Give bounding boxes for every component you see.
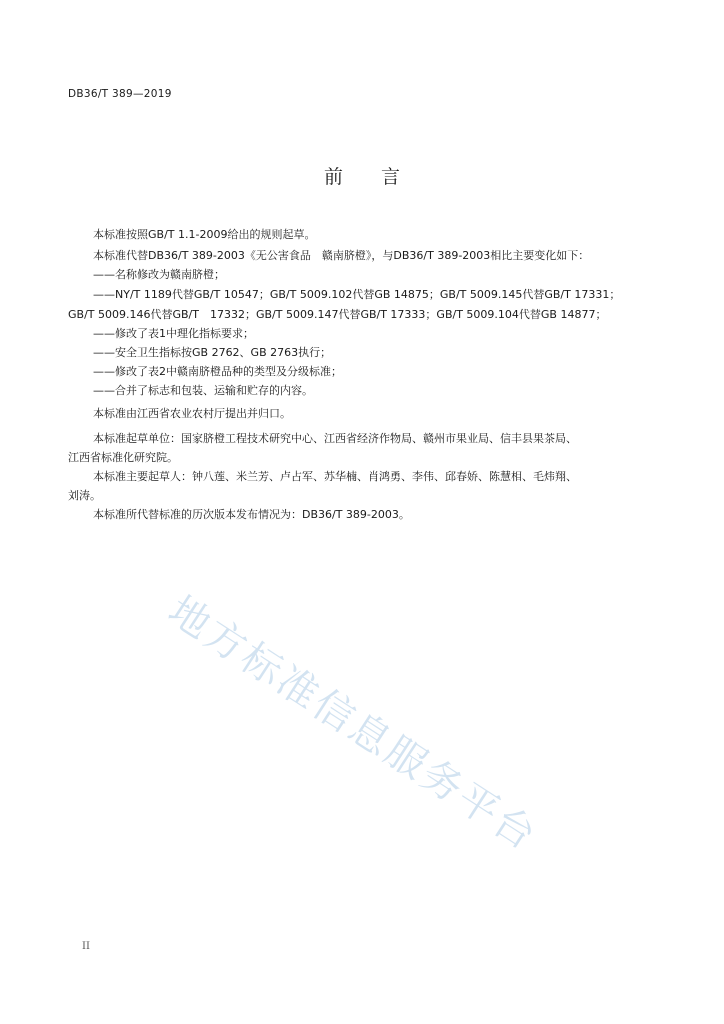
paragraph-drafting-units-cont: 江西省标准化研究院。 [68, 451, 178, 464]
change-item-table2: ——修改了表2中赣南脐橙品种的类型及分级标准； [93, 365, 342, 378]
paragraph-drafters-cont: 刘涛。 [68, 489, 101, 502]
paragraph-drafting-units: 本标准起草单位：国家脐橙工程技术研究中心、江西省经济作物局、赣州市果业局、信丰县果茶局、 [93, 432, 577, 445]
page-number: II [82, 941, 90, 952]
paragraph-replaces: 本标准代替DB36/T 389-2003《无公害食品 赣南脐橙》，与DB36/T 389-2003相比主要变化如下： [93, 249, 590, 262]
change-item-references: ——NY/T 1189代替GB/T 10547；GB/T 5009.102代替GB 14875；GB/T 5009.145代替GB/T 17331； [93, 288, 621, 301]
change-item-table1: ——修改了表1中理化指标要求； [93, 327, 254, 340]
change-item-packaging: ——合并了标志和包装、运输和贮存的内容。 [93, 384, 313, 397]
paragraph-drafting-rules: 本标准按照GB/T 1.1-2009给出的规则起草。 [93, 228, 316, 241]
change-item-safety: ——安全卫生指标按GB 2762、GB 2763执行； [93, 346, 332, 359]
paragraph-proposer: 本标准由江西省农业农村厅提出并归口。 [93, 407, 291, 420]
watermark: 地方标准信息服务平台 [160, 587, 546, 861]
change-item-references-cont: GB/T 5009.146代替GB/T 17332；GB/T 5009.147代替GB/T 17333；GB/T 5009.104代替GB 14877； [68, 308, 607, 321]
change-item-name: ——名称修改为赣南脐橙； [93, 268, 225, 281]
paragraph-drafters: 本标准主要起草人：钟八莲、米兰芳、卢占军、苏华楠、肖鸿勇、李伟、邱春娇、陈慧相、毛炜翔、 [93, 470, 577, 483]
paragraph-history: 本标准所代替标准的历次版本发布情况为：DB36/T 389-2003。 [93, 508, 410, 521]
document-code: DB36/T 389—2019 [68, 88, 172, 100]
page-title: 前言 [323, 166, 438, 188]
